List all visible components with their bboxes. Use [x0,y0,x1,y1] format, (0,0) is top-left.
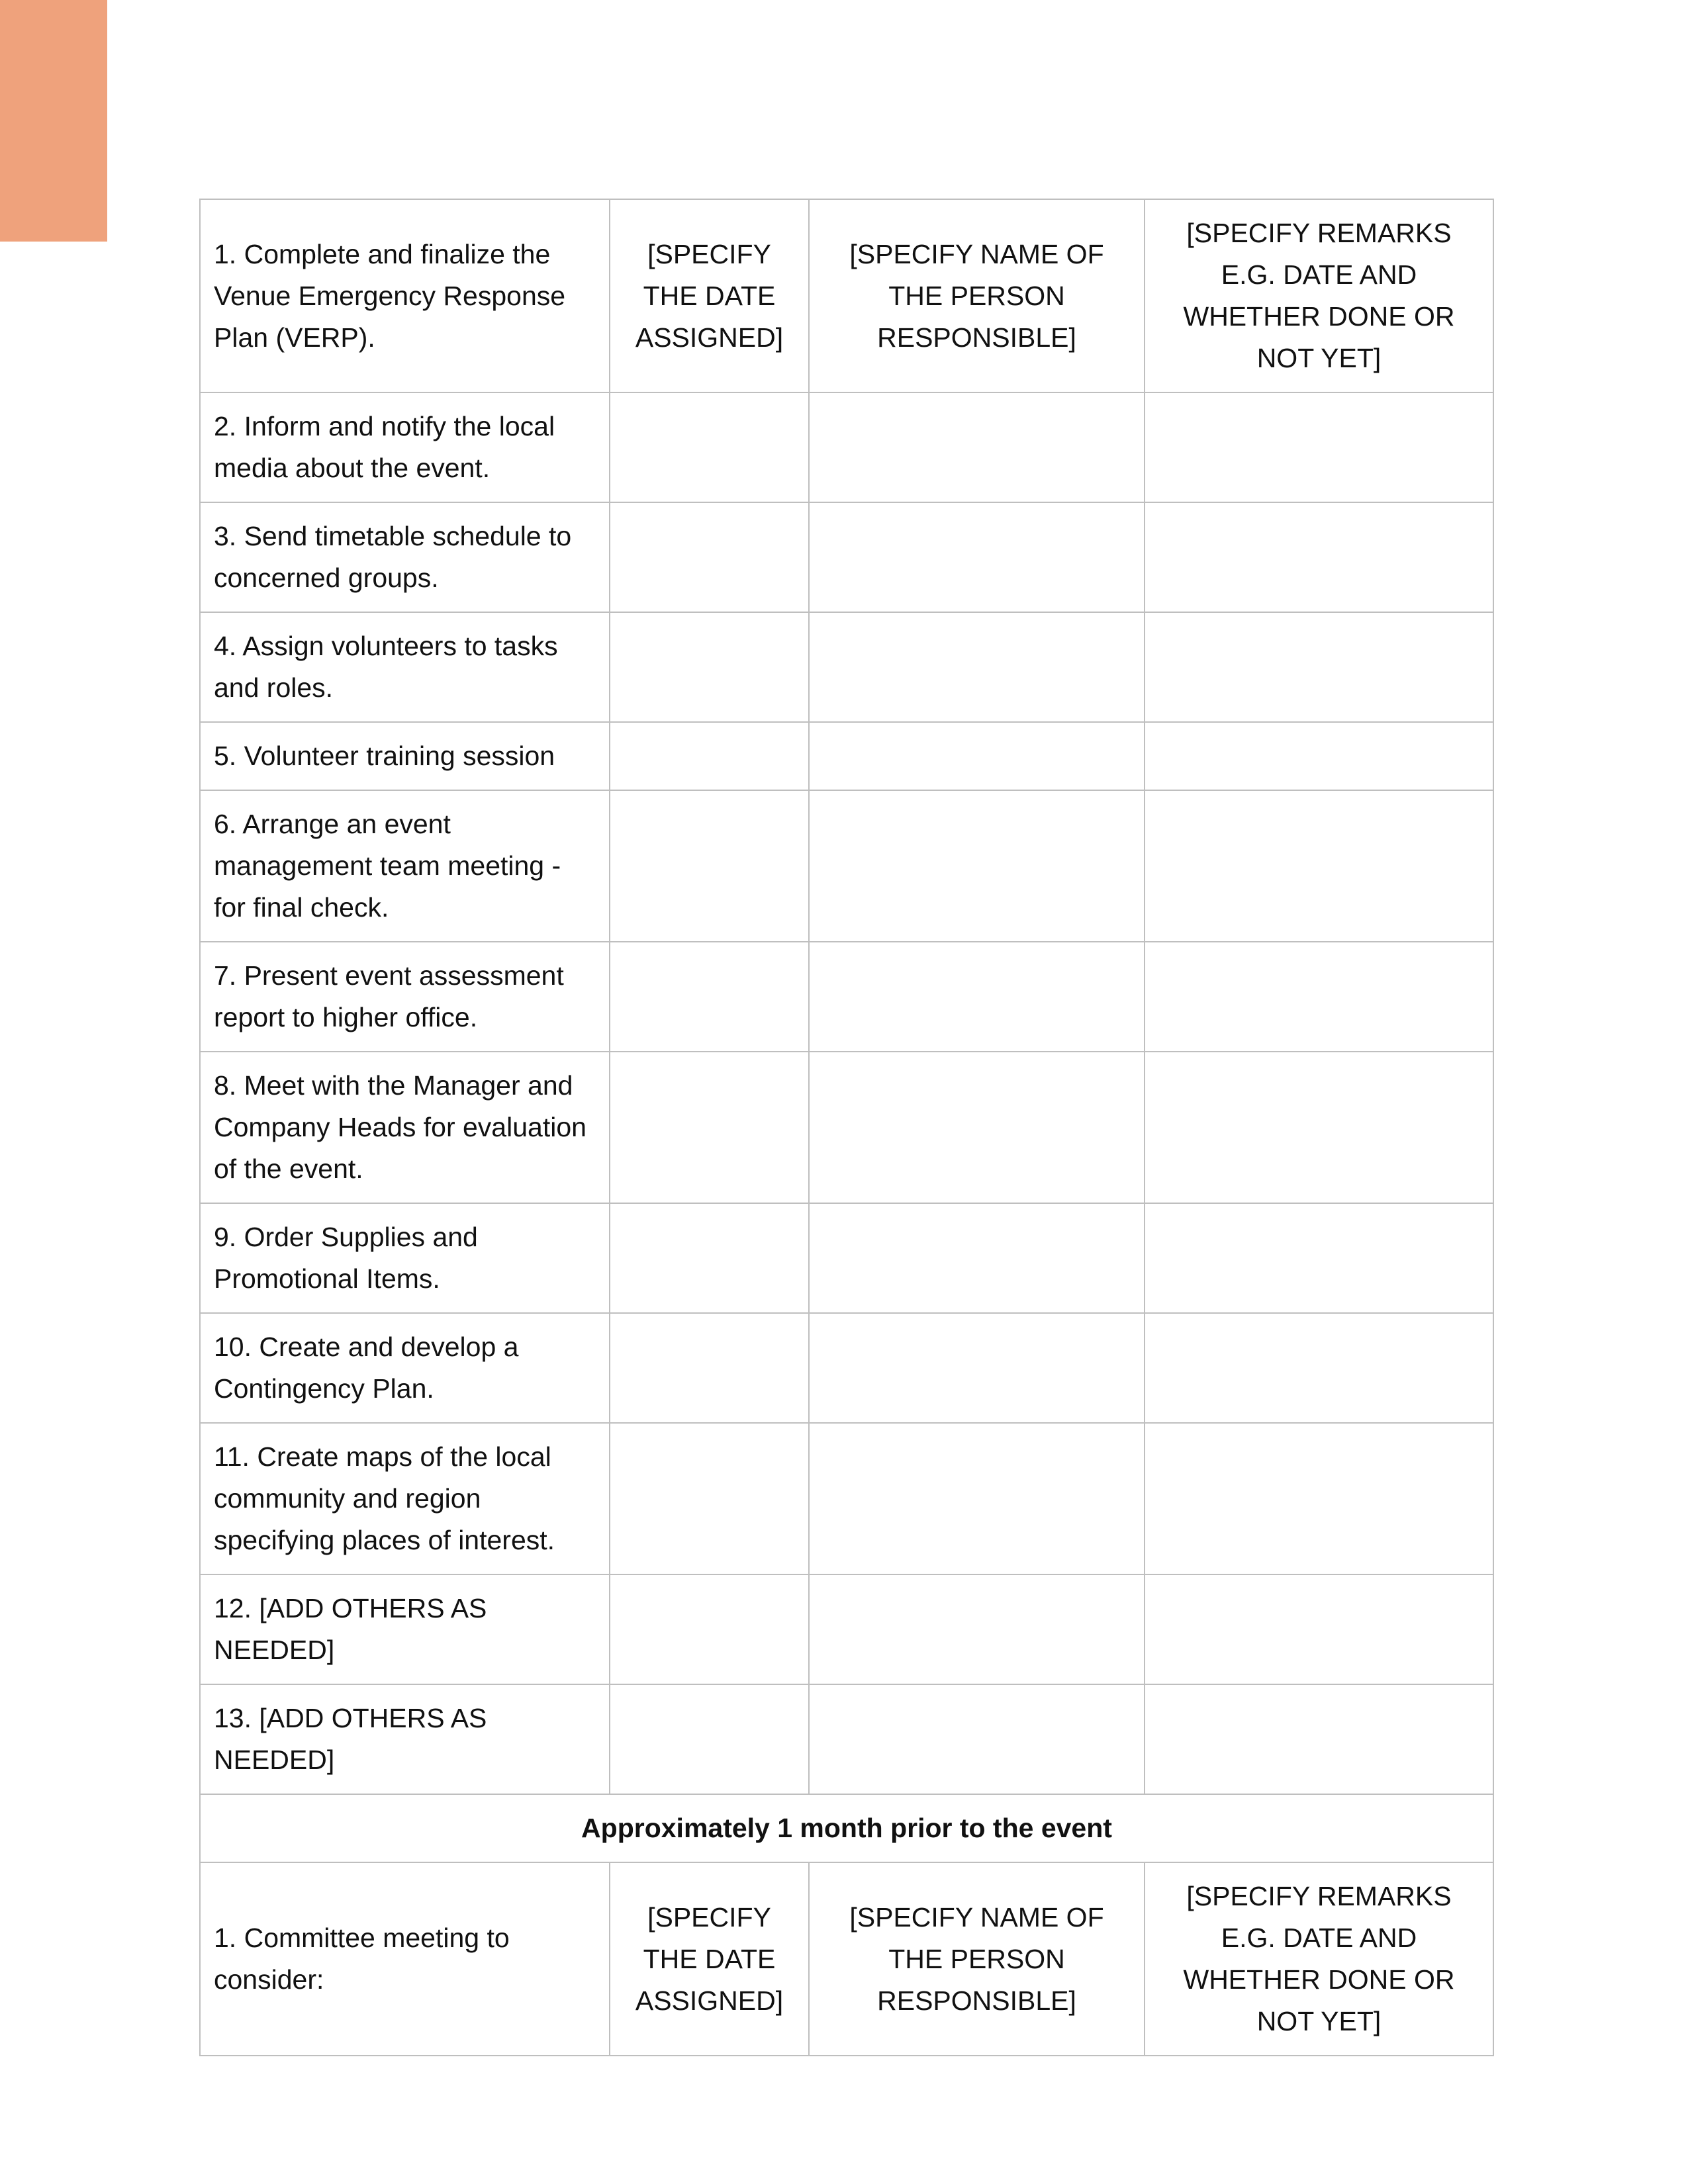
task-cell: 12. [ADD OTHERS AS NEEDED] [200,1574,610,1684]
date-assigned-cell [610,790,809,942]
task-cell: 6. Arrange an event management team meeting - for final check. [200,790,610,942]
date-assigned-cell [610,392,809,502]
remarks-cell: [SPECIFY REMARKS E.G. DATE AND WHETHER DONE OR NOT YET] [1145,1862,1493,2056]
date-assigned-cell [610,1313,809,1423]
remarks-cell [1145,392,1493,502]
section-heading-row [200,1794,1493,1862]
date-assigned-cell [610,722,809,790]
person-responsible-cell [809,1423,1145,1574]
remarks-cell [1145,1423,1493,1574]
date-assigned-cell [610,1423,809,1574]
person-responsible-cell [809,1203,1145,1313]
checklist-group-body [200,199,1493,1794]
person-responsible-cell: [SPECIFY NAME OF THE PERSON RESPONSIBLE] [809,1862,1145,2056]
person-responsible-cell [809,392,1145,502]
table-row [200,1052,1493,1203]
section-heading-body [200,1794,1493,1862]
table-row [200,612,1493,722]
task-cell: 9. Order Supplies and Promotional Items. [200,1203,610,1313]
table-row [200,1423,1493,1574]
remarks-cell [1145,1203,1493,1313]
task-cell: 1. Complete and finalize the Venue Emergency Response Plan (VERP). [200,199,610,392]
person-responsible-cell [809,612,1145,722]
remarks-cell [1145,502,1493,612]
task-cell: 10. Create and develop a Contingency Plan. [200,1313,610,1423]
remarks-cell [1145,1052,1493,1203]
task-cell: 8. Meet with the Manager and Company Heads for evaluation of the event. [200,1052,610,1203]
task-cell: 2. Inform and notify the local media about the event. [200,392,610,502]
task-cell: 1. Committee meeting to consider: [200,1862,610,2056]
table-row [200,1203,1493,1313]
remarks-cell: [SPECIFY REMARKS E.G. DATE AND WHETHER DONE OR NOT YET] [1145,199,1493,392]
remarks-cell [1145,1313,1493,1423]
corner-accent-block [0,0,107,242]
remarks-cell [1145,1574,1493,1684]
person-responsible-cell [809,942,1145,1052]
person-responsible-cell [809,722,1145,790]
task-cell: 13. [ADD OTHERS AS NEEDED] [200,1684,610,1794]
date-assigned-cell [610,612,809,722]
date-assigned-cell [610,502,809,612]
remarks-cell [1145,790,1493,942]
person-responsible-cell: [SPECIFY NAME OF THE PERSON RESPONSIBLE] [809,199,1145,392]
remarks-cell [1145,942,1493,1052]
task-cell: 7. Present event assessment report to higher office. [200,942,610,1052]
remarks-cell [1145,1684,1493,1794]
table-row [200,790,1493,942]
checklist-group-body [200,1862,1493,2056]
table-row [200,1862,1493,2056]
table-row [200,942,1493,1052]
person-responsible-cell [809,790,1145,942]
table-row [200,1313,1493,1423]
date-assigned-cell: [SPECIFY THE DATE ASSIGNED] [610,199,809,392]
date-assigned-cell [610,942,809,1052]
date-assigned-cell [610,1203,809,1313]
person-responsible-cell [809,1313,1145,1423]
task-cell: 4. Assign volunteers to tasks and roles. [200,612,610,722]
section-heading: Approximately 1 month prior to the event [200,1794,1493,1862]
person-responsible-cell [809,502,1145,612]
table-row [200,722,1493,790]
table-row [200,502,1493,612]
remarks-cell [1145,612,1493,722]
person-responsible-cell [809,1574,1145,1684]
remarks-cell [1145,722,1493,790]
date-assigned-cell: [SPECIFY THE DATE ASSIGNED] [610,1862,809,2056]
date-assigned-cell [610,1052,809,1203]
task-cell: 3. Send timetable schedule to concerned groups. [200,502,610,612]
date-assigned-cell [610,1574,809,1684]
person-responsible-cell [809,1684,1145,1794]
date-assigned-cell [610,1684,809,1794]
task-cell: 11. Create maps of the local community and region specifying places of interest. [200,1423,610,1574]
event-checklist-table [199,199,1494,2056]
table-row [200,392,1493,502]
task-cell: 5. Volunteer training session [200,722,610,790]
person-responsible-cell [809,1052,1145,1203]
table-row [200,1684,1493,1794]
table-row [200,199,1493,392]
table-row [200,1574,1493,1684]
